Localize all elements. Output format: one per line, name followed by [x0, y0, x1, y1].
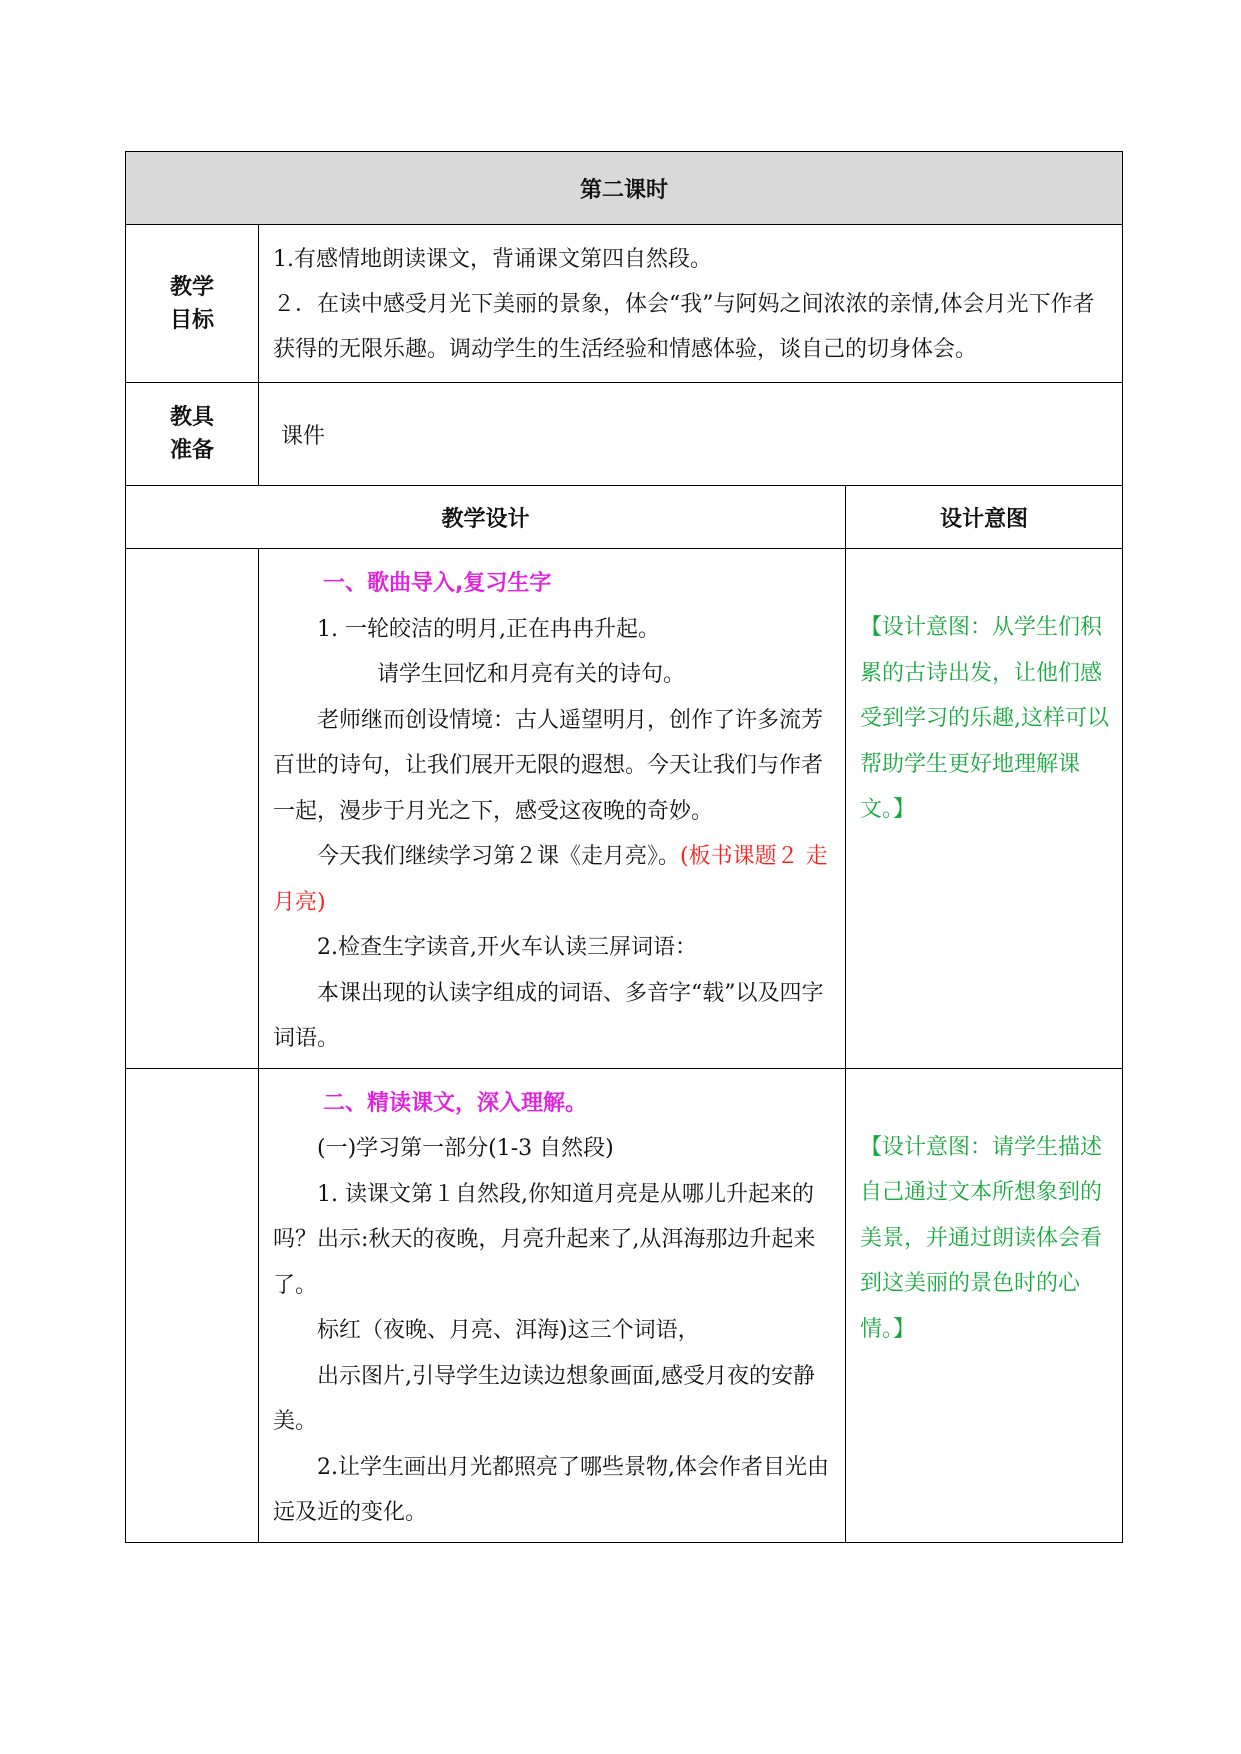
section1-para-1: 1. 一轮皎洁的明月,正在冉冉升起。 — [317, 616, 660, 642]
intent-header: 设计意图 — [846, 486, 1123, 549]
section1-para-4-text: 今天我们继续学习第２课《走月亮》。 — [317, 844, 681, 869]
section2-para-2: 1. 读课文第１自然段,你知道月亮是从哪儿升起来的吗？出示:秋天的夜晚，月亮升起来了,从洱海那边升起来了。 — [273, 1181, 816, 1298]
goal-item-1: 1.有感情地朗读课文，背诵课文第四自然段。 — [273, 247, 712, 272]
section1-intent: 【设计意图：从学生们积累的古诗出发，让他们感受到学习的乐趣,这样可以帮助学生更好地理解课文。】 — [846, 549, 1123, 1069]
section2-para-3: 标红（夜晚、月亮、洱海)这三个词语， — [317, 1318, 700, 1343]
section1-para-6: 本课出现的认读字组成的词语、多音字“载”以及四字词语。 — [273, 980, 824, 1051]
section2-heading: 二、精读课文，深入理解。 — [323, 1090, 588, 1116]
section2-para-1: (一)学习第一部分(1-3 自然段) — [317, 1136, 614, 1161]
board-title-note: (板书课题２ 走月亮) — [273, 844, 828, 915]
section1-design — [259, 549, 846, 1069]
tools-label-line2: 准备 — [169, 438, 214, 463]
section1-para-4 — [273, 834, 837, 925]
tools-label-line1: 教具 — [169, 405, 214, 430]
section2-design — [259, 1068, 846, 1542]
section2-intent: 【设计意图：请学生描述自己通过文本所想象到的美景，并通过朗读体会看到这美丽的景色时的心情。】 — [846, 1068, 1123, 1542]
section1-para-3: 老师继而创设情境：古人遥望明月，创作了许多流芳百世的诗句，让我们展开无限的遐想。今天让我们与作者一起，漫步于月光之下，感受这夜晚的奇妙。 — [273, 707, 824, 824]
design-header: 教学设计 — [126, 486, 846, 549]
goals-label-line2: 目标 — [169, 307, 214, 333]
section1-blank-cell — [126, 549, 259, 1069]
section2-para-4: 出示图片,引导学生边读边想象画面,感受月夜的安静美。 — [273, 1363, 815, 1434]
lesson-plan-document — [125, 151, 1122, 1543]
tools-label — [126, 383, 259, 486]
section2-para-5: 2.让学生画出月光都照亮了哪些景物,体会作者目光由远及近的变化。 — [273, 1454, 829, 1525]
section1-heading: 一、歌曲导入,复习生字 — [323, 571, 552, 596]
goals-label-line1: 教学 — [169, 274, 214, 300]
goals-label — [126, 225, 259, 383]
goals-content — [259, 225, 1123, 383]
lesson-plan-table — [125, 151, 1123, 1543]
section1-para-5: 2.检查生字读音,开火车认读三屏词语： — [317, 935, 697, 960]
section1-para-2: 请学生回忆和月亮有关的诗句。 — [377, 662, 686, 687]
goal-item-2: ２．在读中感受月光下美丽的景象，体会“我”与阿妈之间浓浓的亲情,体会月光下作者获得的无限乐趣。调动学生的生活经验和情感体验，谈自己的切身体会。 — [273, 292, 1095, 362]
tools-value: 课件 — [259, 383, 1123, 486]
section2-blank-cell — [126, 1068, 259, 1542]
lesson-title: 第二课时 — [126, 152, 1123, 225]
